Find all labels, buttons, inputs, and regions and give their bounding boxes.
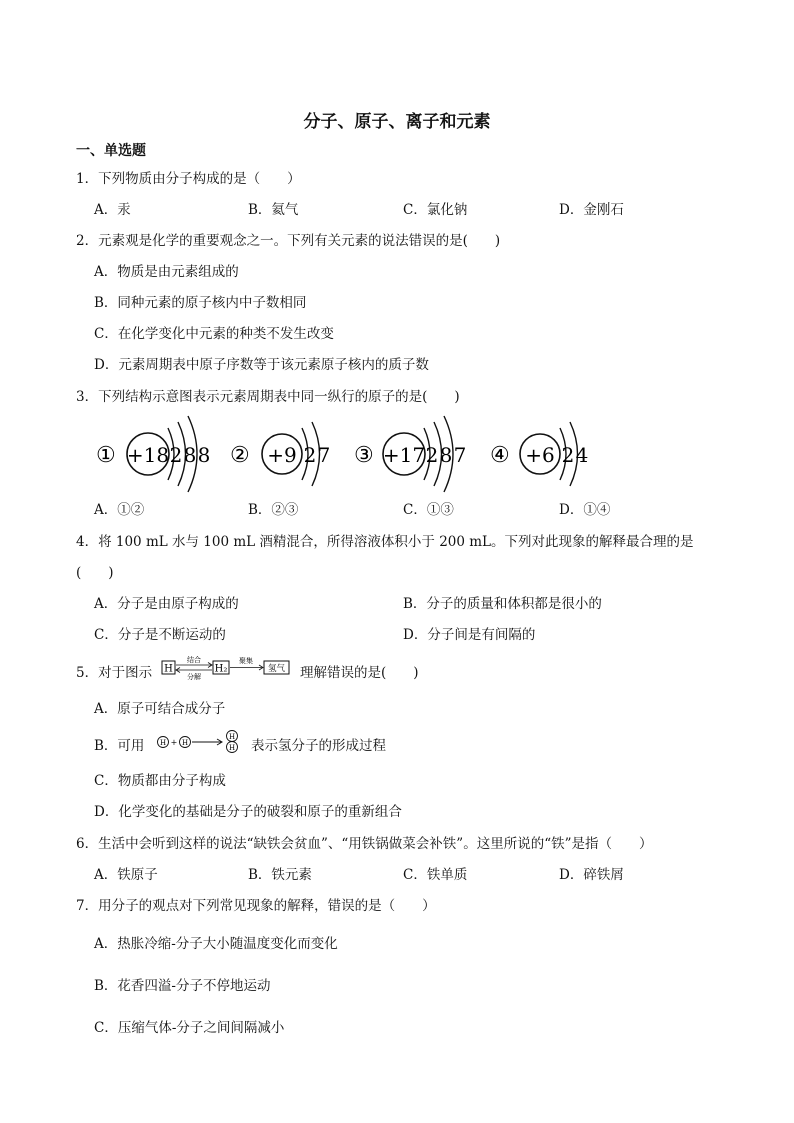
option-c: C．①③	[403, 502, 454, 518]
option-a: A．铁原子	[94, 867, 158, 883]
option-d: D．化学变化的基础是分子的破裂和原子的重新组合	[94, 804, 402, 820]
shell-count: 2	[303, 443, 317, 467]
flow-box-substance: 氢气	[267, 664, 286, 674]
option-a: A．热胀冷缩-分子大小随温度变化而变化	[94, 936, 338, 952]
option-c: C．压缩气体-分子之间间隔减小	[94, 1020, 285, 1036]
atom-symbol: H	[228, 733, 236, 741]
hydrogen-flow-diagram	[160, 654, 292, 682]
nucleus-charge: +6	[525, 443, 555, 467]
question-stem: 1．下列物质由分子构成的是（ ）	[76, 171, 301, 187]
option-a: A．分子是由原子构成的	[94, 596, 239, 612]
atom-symbol: H	[181, 739, 189, 747]
shell-count: 2	[561, 443, 575, 467]
nucleus-charge: +18	[126, 443, 170, 467]
shell-count: 7	[317, 443, 331, 467]
option-a: A．汞	[94, 202, 131, 218]
flow-box-molecule: H₂	[214, 663, 228, 675]
question-stem: 6．生活中会听到这样的说法“缺铁会贫血”、“用铁锅做菜会补铁”。这里所说的“铁”是指（ ）	[76, 836, 653, 852]
question-stem: 2．元素观是化学的重要观念之一。下列有关元素的说法错误的是( )	[76, 233, 501, 249]
atom-symbol: H	[228, 744, 236, 752]
option-b: B．②③	[248, 502, 299, 518]
option-d: D．①④	[559, 502, 611, 518]
option-c: C．物质都由分子构成	[94, 773, 226, 789]
option-d: D．元素周期表中原子序数等于该元素原子核内的质子数	[94, 357, 429, 373]
flow-label-combine: 结合	[187, 656, 201, 664]
option-a: A．原子可结合成分子	[94, 701, 226, 717]
question-stem: 3．下列结构示意图表示元素周期表中同一纵行的原子的是( )	[76, 389, 460, 405]
shell-count: 4	[575, 443, 589, 467]
flow-box-atom: H	[164, 663, 173, 675]
option-b-start: B．可用	[94, 738, 145, 754]
diagram-label: ④	[490, 443, 510, 468]
flow-label-gather: 聚集	[239, 657, 253, 665]
option-d: D．分子间是有间隔的	[403, 627, 536, 643]
page-title: 分子、原子、离子和元素	[303, 112, 491, 132]
shell-count: 7	[453, 443, 467, 467]
option-b-end: 表示氢分子的形成过程	[251, 738, 386, 754]
question-stem-continued: ( )	[76, 565, 114, 581]
option-d: D．碎铁屑	[559, 867, 624, 883]
option-c: C．在化学变化中元素的种类不发生改变	[94, 326, 334, 342]
atom-diagram-3	[354, 416, 466, 492]
option-a: A．①②	[94, 502, 145, 518]
option-c: C．氯化钠	[403, 202, 468, 218]
section-heading: 一、单选题	[76, 143, 146, 159]
flow-label-decompose: 分解	[187, 673, 201, 681]
option-b: B．分子的质量和体积都是很小的	[403, 596, 602, 612]
diagram-label: ①	[96, 443, 116, 468]
question-stem: 4．将 100 mL 水与 100 mL 酒精混合，所得溶液体积小于 200 mL。下列对此现象的解释最合理的是	[76, 534, 694, 550]
diagram-label: ③	[354, 443, 374, 468]
option-a: A．物质是由元素组成的	[94, 264, 239, 280]
nucleus-charge: +17	[382, 443, 426, 467]
option-b: B．花香四溢-分子不停地运动	[94, 978, 271, 994]
shell-count: 8	[183, 443, 197, 467]
shell-count: 2	[425, 443, 439, 467]
question-stem: 7．用分子的观点对下列常见现象的解释，错误的是（ ）	[76, 898, 436, 914]
shell-count: 8	[439, 443, 453, 467]
atom-diagram-1	[96, 416, 210, 492]
option-c: C．分子是不断运动的	[94, 627, 226, 643]
atom-diagram-4	[490, 422, 588, 486]
atomic-structure-diagrams	[92, 408, 602, 500]
question-stem-end: 理解错误的是( )	[300, 665, 419, 681]
hydrogen-molecule-formation	[155, 722, 245, 762]
diagram-label: ②	[230, 443, 250, 468]
shell-count: 2	[169, 443, 183, 467]
option-d: D．金刚石	[559, 202, 624, 218]
question-stem-start: 5．对于图示	[76, 665, 153, 681]
option-b: B．同种元素的原子核内中子数相同	[94, 295, 307, 311]
atom-diagram-2	[230, 422, 330, 486]
shell-count: 8	[197, 443, 211, 467]
nucleus-charge: +9	[267, 443, 297, 467]
option-b: B．铁元素	[248, 867, 312, 883]
option-b: B．氦气	[248, 202, 299, 218]
svg-text:+: +	[170, 738, 178, 747]
option-c: C．铁单质	[403, 867, 468, 883]
atom-symbol: H	[159, 739, 167, 747]
